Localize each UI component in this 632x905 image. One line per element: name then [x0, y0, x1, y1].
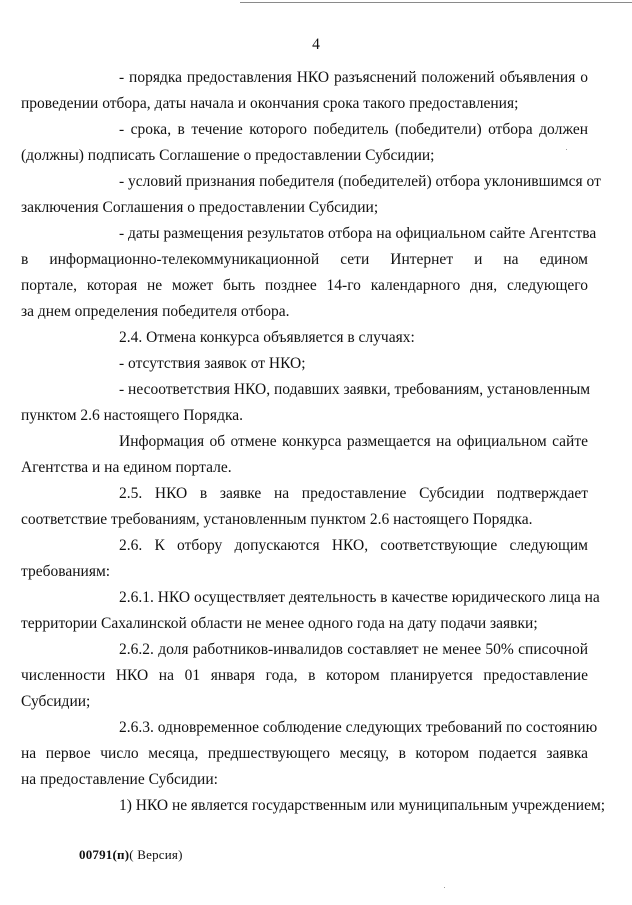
paragraph [21, 169, 601, 221]
text-line: в информационно-телекоммуникационной сети Интернет и на едином [21, 251, 588, 268]
paragraph [21, 429, 588, 481]
text-line: Субсидии; [21, 693, 91, 710]
paragraph [21, 715, 598, 793]
text-line: соответствие требованиям, установленным пунктом 2.6 настоящего Порядка. [21, 511, 533, 528]
paragraph [21, 585, 600, 637]
text-line: 2.4. Отмена конкурса объявляется в случаях: [119, 329, 415, 346]
paragraph [119, 793, 606, 819]
text-line: - отсутствия заявок от НКО; [119, 355, 306, 372]
text-line: на первое число месяца, предшествующего месяцу, в котором подается заявка [21, 745, 588, 762]
paragraph [119, 351, 588, 377]
paragraph [119, 325, 588, 351]
text-line: - порядка предоставления НКО разъяснений положений объявления о [119, 69, 588, 86]
text-line: территории Сахалинской области не менее одного года на дату подачи заявки; [21, 615, 538, 632]
text-line: Агентства и на едином портале. [21, 459, 232, 476]
paragraph [21, 637, 588, 715]
text-line: численности НКО на 01 января года, в котором планируется предоставление [21, 667, 588, 684]
text-line: - условий признания победителя (победителей) отбора уклонившимся от [119, 173, 601, 190]
footer-code: 00791(п) [79, 847, 130, 862]
text-line: на предоставление Субсидии: [21, 771, 218, 788]
text-line: 2.5. НКО в заявке на предоставление Субсидии подтверждает [119, 485, 588, 502]
text-line: - несоответствия НКО, подавших заявки, требованиям, установленным [119, 381, 591, 398]
text-line: 2.6. К отбору допускаются НКО, соответствующие следующим [119, 537, 588, 554]
paragraph [21, 221, 597, 325]
text-line: требованиям: [21, 563, 111, 580]
text-line: (должны) подписать Соглашение о предоставлении Субсидии; [21, 147, 435, 164]
top-rule [240, 2, 632, 3]
paragraph [21, 481, 588, 533]
paragraph [21, 377, 591, 429]
text-line: 2.6.1. НКО осуществляет деятельность в качестве юридического лица на [119, 589, 600, 606]
text-line: Информация об отмене конкурса размещается на официальном сайте [119, 433, 588, 450]
document-footer-code [79, 847, 183, 863]
scan-speck [444, 887, 445, 888]
text-line: за днем определения победителя отбора. [21, 303, 290, 320]
text-line: 1) НКО не является государственным или муниципальным учреждением; [119, 797, 606, 814]
paragraph [21, 65, 588, 117]
text-line: 2.6.2. доля работников-инвалидов составляет не менее 50% списочной [119, 641, 588, 658]
paragraph [21, 533, 588, 585]
page-number: 4 [312, 36, 320, 53]
paragraph [21, 117, 588, 169]
text-line: - даты размещения результатов отбора на официальном сайте Агентства [119, 225, 597, 242]
footer-version: ( Версия) [129, 847, 183, 862]
text-line: портале, которая не может быть позднее 14-го календарного дня, следующего [21, 277, 588, 294]
scan-speck [566, 149, 567, 150]
text-line: пунктом 2.6 настоящего Порядка. [21, 407, 244, 424]
text-line: проведении отбора, даты начала и окончания срока такого предоставления; [21, 95, 519, 112]
text-line: заключения Соглашения о предоставлении Субсидии; [21, 199, 379, 216]
document-body [21, 65, 606, 819]
text-line: - срока, в течение которого победитель (победители) отбора должен [119, 121, 588, 138]
text-line: 2.6.3. одновременное соблюдение следующих требований по состоянию [119, 719, 598, 736]
